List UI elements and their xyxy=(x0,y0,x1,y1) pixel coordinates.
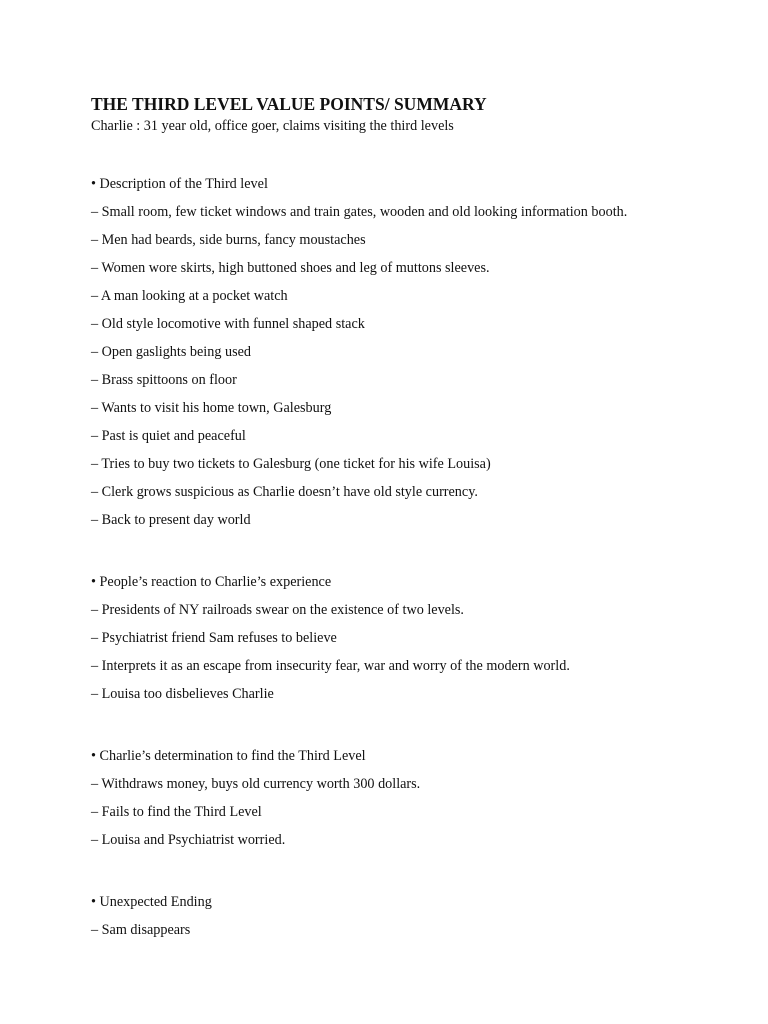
list-item: – Wants to visit his home town, Galesburg xyxy=(91,400,332,416)
section-reaction xyxy=(91,568,731,708)
list-item: – Louisa too disbelieves Charlie xyxy=(91,686,274,702)
list-item: – Small room, few ticket windows and train gates, wooden and old looking information booth. xyxy=(91,204,628,220)
list-item: – Women wore skirts, high buttoned shoes and leg of muttons sleeves. xyxy=(91,260,490,276)
list-item: – Psychiatrist friend Sam refuses to believe xyxy=(91,630,337,646)
section-determination xyxy=(91,742,731,854)
list-item: – A man looking at a pocket watch xyxy=(91,288,288,304)
document-title: THE THIRD LEVEL VALUE POINTS/ SUMMARY xyxy=(91,94,487,114)
document-page xyxy=(91,93,731,944)
list-item: – Back to present day world xyxy=(91,512,251,528)
list-item: – Presidents of NY railroads swear on the existence of two levels. xyxy=(91,602,464,618)
section-heading: • Description of the Third level xyxy=(91,176,268,192)
intro-line: Charlie : 31 year old, office goer, claims visiting the third levels xyxy=(91,118,454,134)
list-item: – Brass spittoons on floor xyxy=(91,372,237,388)
list-item: – Tries to buy two tickets to Galesburg (one ticket for his wife Louisa) xyxy=(91,456,491,472)
list-item: – Open gaslights being used xyxy=(91,344,251,360)
list-item: – Fails to find the Third Level xyxy=(91,804,262,820)
list-item: – Louisa and Psychiatrist worried. xyxy=(91,832,286,848)
section-ending xyxy=(91,888,731,944)
list-item: – Clerk grows suspicious as Charlie doesn’t have old style currency. xyxy=(91,484,478,500)
list-item: – Interprets it as an escape from insecurity fear, war and worry of the modern world. xyxy=(91,658,570,674)
list-item: – Withdraws money, buys old currency worth 300 dollars. xyxy=(91,776,421,792)
section-heading: • Charlie’s determination to find the Third Level xyxy=(91,748,366,764)
section-heading: • People’s reaction to Charlie’s experience xyxy=(91,574,332,590)
list-item: – Past is quiet and peaceful xyxy=(91,428,246,444)
section-description xyxy=(91,170,731,534)
list-item: – Old style locomotive with funnel shaped stack xyxy=(91,316,365,332)
list-item: – Sam disappears xyxy=(91,922,191,938)
section-heading: • Unexpected Ending xyxy=(91,894,212,910)
list-item: – Men had beards, side burns, fancy moustaches xyxy=(91,232,366,248)
